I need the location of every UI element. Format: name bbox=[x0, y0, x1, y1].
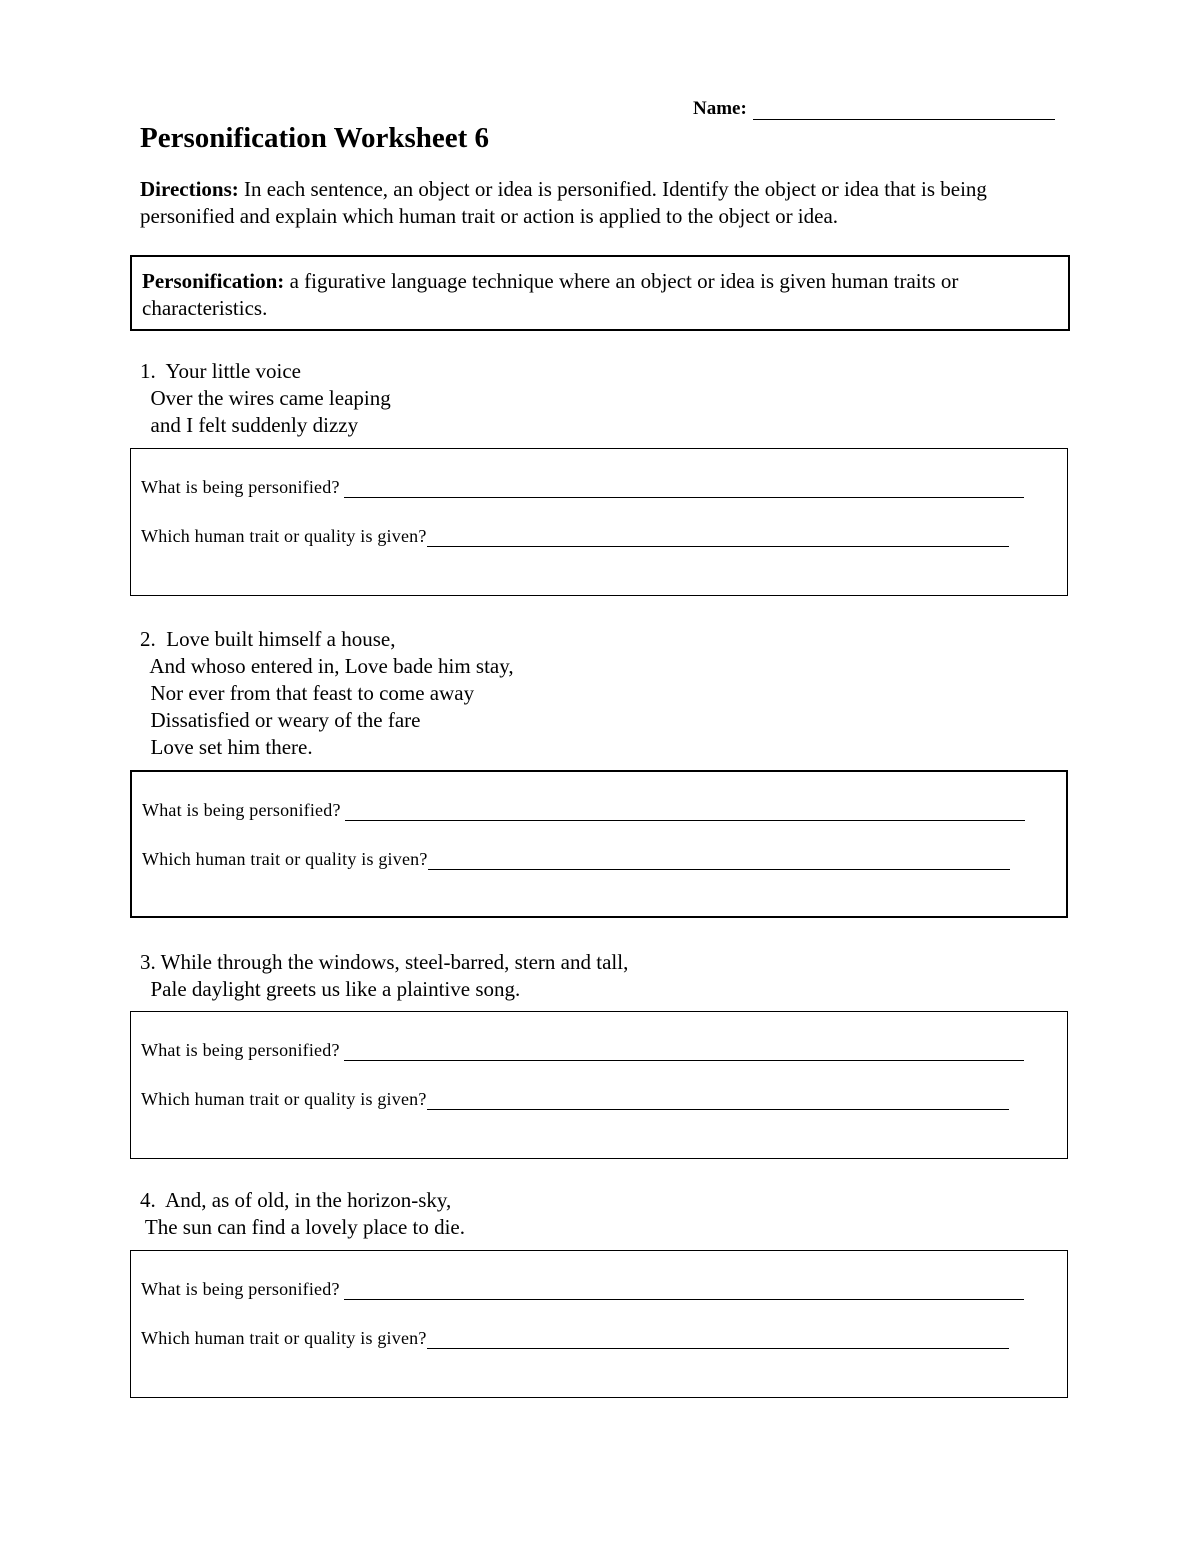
what-personified-label: What is being personified? bbox=[141, 1040, 340, 1060]
passage-line: 1. Your little voice bbox=[140, 359, 301, 383]
passage-2 bbox=[140, 626, 514, 761]
name-blank[interactable] bbox=[753, 99, 1055, 120]
what-personified-blank[interactable] bbox=[344, 481, 1024, 498]
what-personified-label: What is being personified? bbox=[141, 477, 340, 497]
worksheet-title: Personification Worksheet 6 bbox=[140, 122, 490, 154]
passage-line: Dissatisfied or weary of the fare bbox=[140, 708, 421, 732]
which-trait-blank[interactable] bbox=[428, 853, 1010, 870]
definition-box bbox=[130, 255, 1070, 331]
passage-line: 4. And, as of old, in the horizon-sky, bbox=[140, 1188, 452, 1212]
which-trait-label: Which human trait or quality is given? bbox=[141, 1328, 427, 1348]
directions-label: Directions: bbox=[140, 177, 239, 201]
answer-box-2 bbox=[130, 770, 1068, 918]
name-label: Name: bbox=[693, 98, 747, 119]
passage-line: Love set him there. bbox=[140, 735, 313, 759]
which-trait-blank[interactable] bbox=[427, 1332, 1009, 1349]
directions-text: In each sentence, an object or idea is personified. Identify the object or idea that is being personified and explain which human trait or action is applied to the object or idea. bbox=[140, 177, 987, 228]
directions bbox=[140, 176, 1070, 230]
passage-line: Nor ever from that feast to come away bbox=[140, 681, 475, 705]
which-trait-blank[interactable] bbox=[427, 530, 1009, 547]
which-trait-row bbox=[141, 526, 1009, 547]
which-trait-label: Which human trait or quality is given? bbox=[141, 1089, 427, 1109]
what-personified-label: What is being personified? bbox=[141, 1279, 340, 1299]
passage-line: The sun can find a lovely place to die. bbox=[140, 1215, 466, 1239]
answer-box-4 bbox=[130, 1250, 1068, 1398]
definition-text: a figurative language technique where an object or idea is given human traits or characteristics. bbox=[142, 269, 959, 320]
passage-line: Pale daylight greets us like a plaintive song. bbox=[140, 977, 521, 1001]
what-personified-row bbox=[142, 800, 1025, 821]
what-personified-row bbox=[141, 1040, 1024, 1061]
which-trait-row bbox=[141, 1328, 1009, 1349]
definition bbox=[142, 268, 1062, 322]
passage-4 bbox=[140, 1187, 465, 1241]
passage-line: 3. While through the windows, steel-barred, stern and tall, bbox=[140, 950, 629, 974]
passage-line: And whoso entered in, Love bade him stay, bbox=[140, 654, 514, 678]
answer-box-1 bbox=[130, 448, 1068, 596]
which-trait-blank[interactable] bbox=[427, 1093, 1009, 1110]
passage-line: and I felt suddenly dizzy bbox=[140, 413, 359, 437]
what-personified-row bbox=[141, 1279, 1024, 1300]
answer-box-3 bbox=[130, 1011, 1068, 1159]
passage-line: Over the wires came leaping bbox=[140, 386, 391, 410]
passage-line: 2. Love built himself a house, bbox=[140, 627, 396, 651]
which-trait-label: Which human trait or quality is given? bbox=[141, 526, 427, 546]
passage-1 bbox=[140, 358, 391, 439]
what-personified-row bbox=[141, 477, 1024, 498]
which-trait-label: Which human trait or quality is given? bbox=[142, 849, 428, 869]
definition-label: Personification: bbox=[142, 269, 285, 293]
passage-3 bbox=[140, 949, 628, 1003]
what-personified-blank[interactable] bbox=[345, 804, 1025, 821]
what-personified-label: What is being personified? bbox=[142, 800, 341, 820]
which-trait-row bbox=[141, 1089, 1009, 1110]
name-field[interactable] bbox=[693, 98, 1055, 120]
which-trait-row bbox=[142, 849, 1010, 870]
what-personified-blank[interactable] bbox=[344, 1283, 1024, 1300]
what-personified-blank[interactable] bbox=[344, 1044, 1024, 1061]
